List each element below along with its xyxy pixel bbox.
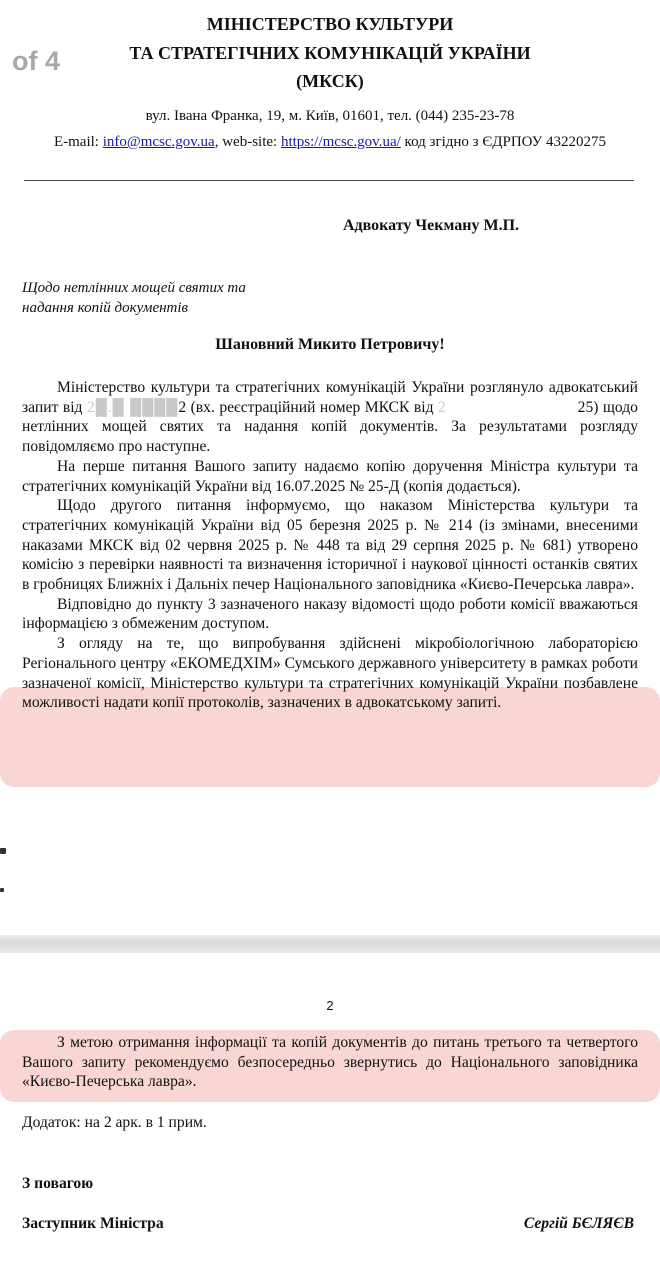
body-paragraph-6: З метою отримання інформації та копій документів до питань третього та четвертого Вашого запиту рекомендуємо безпосередньо звернутись до Національного заповідника «Києво-Печерська лавра».: [22, 1034, 638, 1091]
signer-name: Сергій БЄЛЯЄВ: [523, 1215, 634, 1232]
page-number: 2: [326, 998, 334, 1013]
edrpou-code: код згідно з ЄДРПОУ 43220275: [400, 134, 607, 150]
email-label: E-mail:: [53, 134, 103, 150]
scan-artifact: [0, 888, 4, 892]
closing-regards: З повагою: [22, 1175, 94, 1192]
redacted-date: 2█.█ ████: [86, 398, 179, 416]
signer-position: Заступник Міністра: [22, 1215, 164, 1232]
subject-line1: Щодо нетлінних мощей святих та: [22, 280, 246, 296]
ministry-abbreviation: (МКСК): [296, 71, 364, 91]
addressee: Адвокату Чекману М.П.: [343, 217, 520, 234]
greeting: Шановний Микито Петровичу!: [215, 336, 445, 353]
page-separator: [0, 935, 660, 953]
ministry-address: вул. Івана Франка, 19, м. Київ, 01601, тел. (044) 235-23-78: [145, 108, 515, 124]
body-paragraph-5: З огляду на те, що випробування здійснені мікробіологічною лабораторією Регіонального центру «ЕКОМЕДХІМ» Сумського державного університету в рамках роботи зазначеної комісії, Міністерство культури та стратегічних комунікацій України позбавлене можливості надати копії протоколів, зазначених в адвокатському запиті.: [22, 635, 638, 712]
ministry-name-line1: МІНІСТЕРСТВО КУЛЬТУРИ: [206, 14, 454, 34]
email-link[interactable]: info@mcsc.gov.ua: [102, 134, 215, 150]
letter-subject: [22, 278, 246, 318]
subject-line2: надання копій документів: [22, 300, 189, 316]
attachment-note: Додаток: на 2 арк. в 1 прим.: [22, 1114, 207, 1131]
ministry-contacts: [0, 134, 660, 151]
website-link[interactable]: https://mcsc.gov.ua/: [280, 134, 401, 150]
body-paragraph-2: На перше питання Вашого запиту надаємо копію доручення Міністра культури та стратегічних комунікацій України від 16.07.2025 № 25-Д (копія додається).: [22, 457, 638, 495]
page-count-badge: of 4: [12, 46, 61, 76]
body-paragraph-4: Відповідно до пункту 3 зазначеного наказу відомості щодо роботи комісії вважаються інформацією з обмеженим доступом.: [22, 595, 638, 633]
ministry-name-line2: ТА СТРАТЕГІЧНИХ КОМУНІКАЦІЙ УКРАЇНИ: [129, 43, 531, 63]
letterhead-divider: [24, 180, 634, 181]
body-paragraph-3: Щодо другого питання інформуємо, що наказом Міністерства культури та стратегічних комунікацій України від 05 березня 2025 р. № 214 (із змінами, внесеними наказами МКСК від 02 червня 2025 р. № 448 та від 29 серпня 2025 р. № 681) утворено комісію з перевірки наявності та визначення історичної і наукової цінності останків святих в гробницях Ближніх і Дальніх печер Національного заповідника «Києво-Печерська лавра».: [22, 497, 638, 594]
body-paragraph-1: Міністерство культури та стратегічних комунікацій України розглянуло адвокатський запит від 2█.█ ████2 (вх. реєстраційний номер МКСК від 2 25) щодо нетлінних мощей святих та надання копій документів. За результатами розгляду повідомляємо про наступне.: [22, 379, 638, 456]
letter-body: [22, 378, 638, 713]
website-label: , web-site:: [214, 134, 281, 150]
scan-artifact: [0, 848, 6, 854]
redacted-reg-date: 2: [437, 398, 578, 416]
letter-body-page-2: [22, 1033, 638, 1092]
